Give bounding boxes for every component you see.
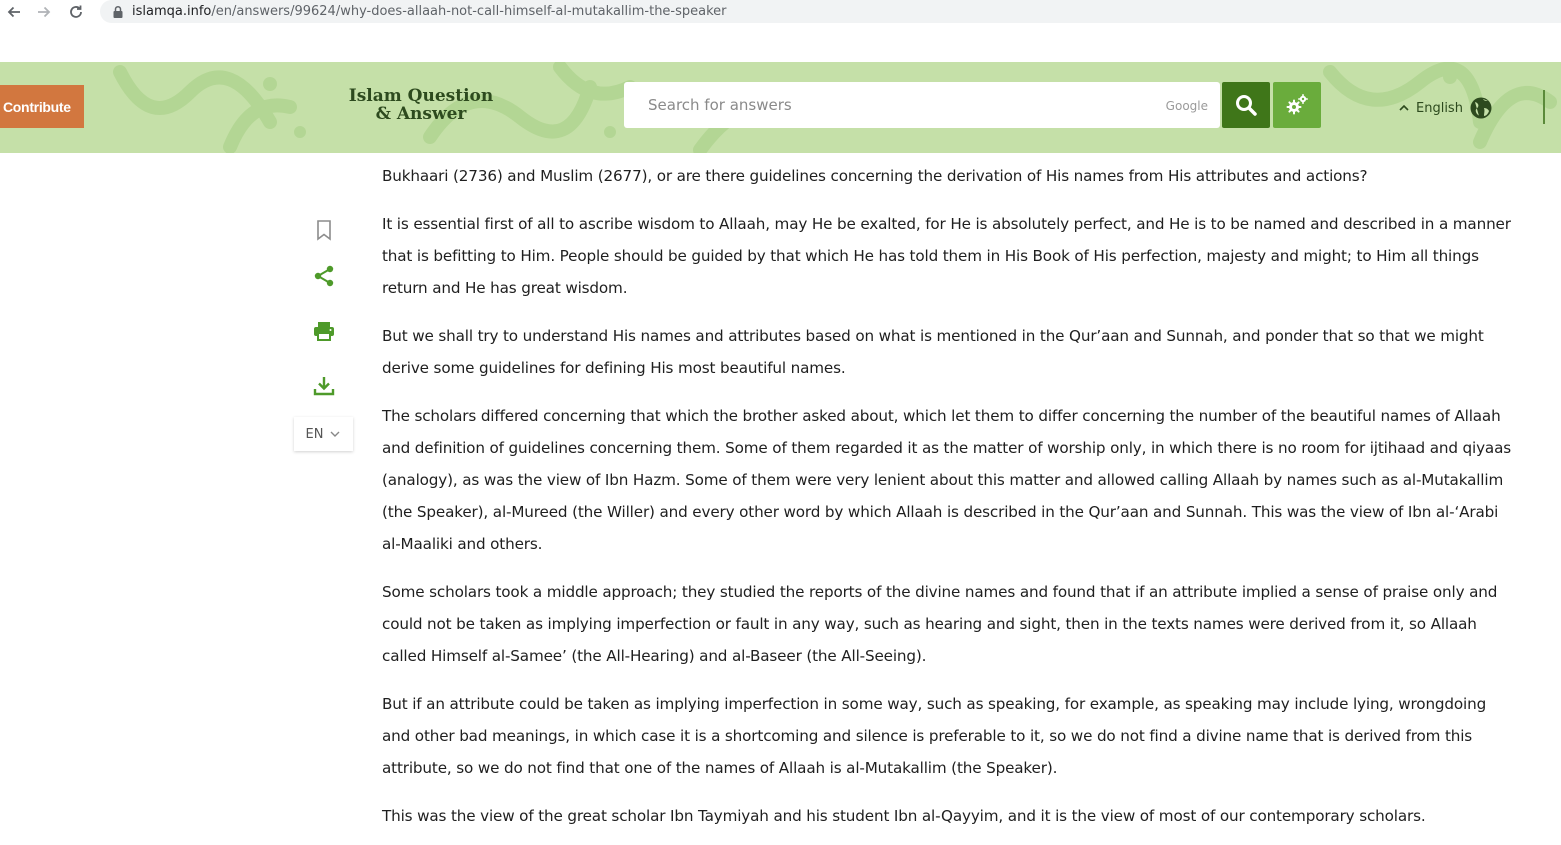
url-host: islamqa.info — [132, 4, 212, 19]
globe-icon — [1469, 96, 1493, 120]
article-paragraph: It is essential first of all to ascribe wisdom to Allaah, may He be exalted, for He is absolutely perfect, and He is to be named and described in a manner that is befitting to Him. People should be guided by that which He has told them in His Book of His perfection, majesty and might; to Him all things return and He has great wisdom. — [382, 215, 1511, 297]
article-paragraph: But we shall try to understand His names and attributes based on what is mentioned in the Qur’aan and Sunnah, and ponder that so that we might derive some guidelines for defining His most beautiful names. — [382, 327, 1484, 377]
site-header — [0, 62, 1561, 153]
browser-toolbar — [0, 0, 1561, 24]
gears-icon — [1285, 93, 1309, 117]
article-paragraph: Some scholars took a middle approach; they studied the reports of the divine names and found that if an attribute implied a sense of praise only and could not be taken as implying imperfection or fault in any way, such as hearing and sight, then in the texts names were derived from it, so Allaah called Himself al-Samee’ (the All-Hearing) and al-Baseer (the All-Seeing). — [382, 583, 1498, 665]
chevron-up-icon — [1398, 102, 1410, 114]
address-bar[interactable] — [100, 0, 1561, 23]
article-body — [382, 160, 1512, 845]
print-icon[interactable] — [310, 317, 338, 345]
article-paragraph: The scholars differed concerning that which the brother asked about, which let them to differ concerning the number of the beautiful names of Allaah and definition of guidelines concerning them. Some of them regarded it as the matter of worship only, in which there is no room for ijtihaad and qiyaas (analogy), as was the view of Ibn Hazm. Some of them were very lenient about this matter and allowed calling Allaah by names such as al-Mutakallim (the Speaker), al-Mureed (the Willer) and every other word by which Allaah is described in the Qur’aan and Sunnah. This was the view of Ibn al-‘Arabi al-Maaliki and others. — [382, 407, 1511, 553]
article-paragraph: This was the view of the great scholar Ibn Taymiyah and his student Ibn al-Qayyim, and it is the view of most of our contemporary scholars. — [382, 807, 1426, 825]
chevron-down-icon — [329, 428, 341, 440]
advanced-search-button[interactable] — [1273, 82, 1321, 128]
lock-icon — [112, 5, 124, 19]
site-logo[interactable] — [340, 87, 502, 123]
search-icon — [1234, 93, 1258, 117]
forward-arrow-icon[interactable] — [34, 2, 54, 22]
logo-line-1: Islam Question — [348, 86, 494, 106]
contribute-button[interactable]: Contribute — [0, 85, 84, 128]
language-switch[interactable] — [1398, 96, 1493, 120]
search-button[interactable] — [1222, 82, 1270, 128]
search-box — [624, 82, 1220, 128]
bookmark-icon[interactable] — [310, 216, 338, 244]
google-tag: Google — [1165, 99, 1208, 113]
download-icon[interactable] — [310, 372, 338, 400]
article-language-code: EN — [305, 426, 324, 442]
url-path: /en/answers/99624/why-does-allaah-not-call-himself-al-mutakallim-the-speaker — [211, 4, 727, 19]
search-input[interactable] — [648, 96, 1128, 114]
article-language-dropdown[interactable] — [294, 417, 353, 451]
logo-line-2: & Answer — [375, 104, 467, 124]
language-label: English — [1416, 100, 1463, 116]
header-divider — [1543, 90, 1545, 124]
back-arrow-icon[interactable] — [4, 2, 24, 22]
article-paragraph: But if an attribute could be taken as implying imperfection in some way, such as speaking, for example, as speaking may include lying, wrongdoing and other bad meanings, in which case it is a shortcoming and silence is preferable to it, so we do not find a divine name that is derived from this attribute, so we do not find that one of the names of Allaah is al-Mutakallim (the Speaker). — [382, 695, 1487, 777]
share-icon[interactable] — [310, 262, 338, 290]
article-paragraph: Bukhaari (2736) and Muslim (2677), or are there guidelines concerning the derivation of His names from His attributes and actions? — [382, 167, 1368, 185]
reload-icon[interactable] — [66, 2, 86, 22]
